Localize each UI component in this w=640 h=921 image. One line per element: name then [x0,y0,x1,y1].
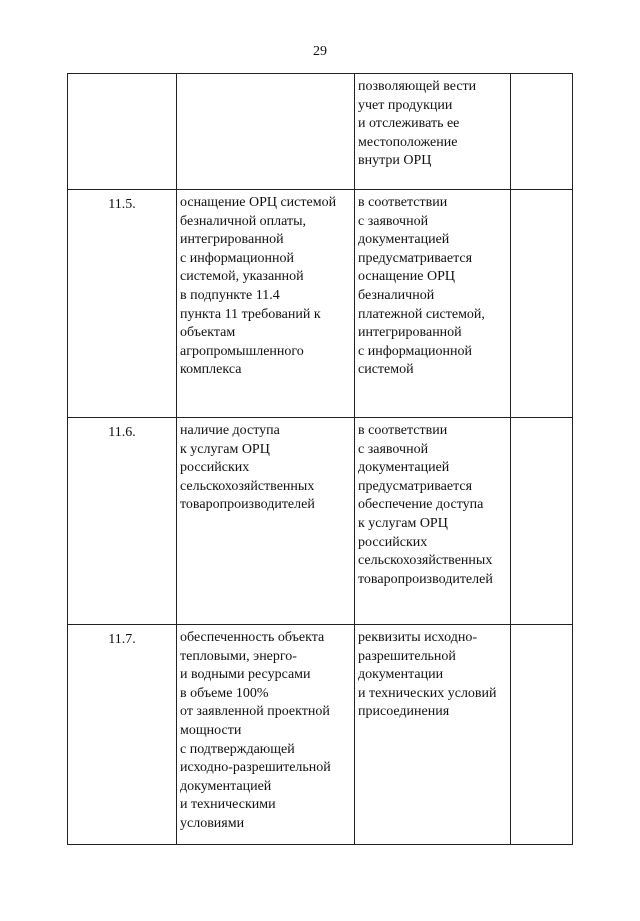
extra-cell [511,74,573,190]
criteria-table [67,73,573,845]
table-row [68,190,573,418]
criterion-cell: наличие доступа к услугам ОРЦ российских сельскохозяйственных товаропроизводителей [177,418,355,625]
documentation-cell: в соответствии с заявочной документацией предусматривается обеспечение доступа к услугам ОРЦ российских сельскохозяйственных товаропроизводителей [355,418,511,625]
item-number-cell: 11.6. [68,418,177,625]
table-row [68,418,573,625]
documentation-cell: позволяющей вести учет продукции и отслеживать ее местоположение внутри ОРЦ [355,74,511,190]
page-number: 29 [313,44,327,59]
criterion-cell [177,74,355,190]
extra-cell [511,190,573,418]
table-row [68,625,573,845]
item-number-cell: 11.7. [68,625,177,845]
extra-cell [511,418,573,625]
item-number-cell [68,74,177,190]
table-row [68,74,573,190]
documentation-cell: в соответствии с заявочной документацией предусматривается оснащение ОРЦ безналичной платежной системой, интегрированной с информационной системой [355,190,511,418]
extra-cell [511,625,573,845]
criterion-cell: оснащение ОРЦ системой безналичной оплаты, интегрированной с информационной системой, указанной в подпункте 11.4 пункта 11 требований к объектам агропромышленного комплекса [177,190,355,418]
item-number-cell: 11.5. [68,190,177,418]
documentation-cell: реквизиты исходно- разрешительной документации и технических условий присоединения [355,625,511,845]
criterion-cell: обеспеченность объекта тепловыми, энерго- и водными ресурсами в объеме 100% от заявленной проектной мощности с подтверждающей исходно-разрешительной документацией и техническими условиями [177,625,355,845]
